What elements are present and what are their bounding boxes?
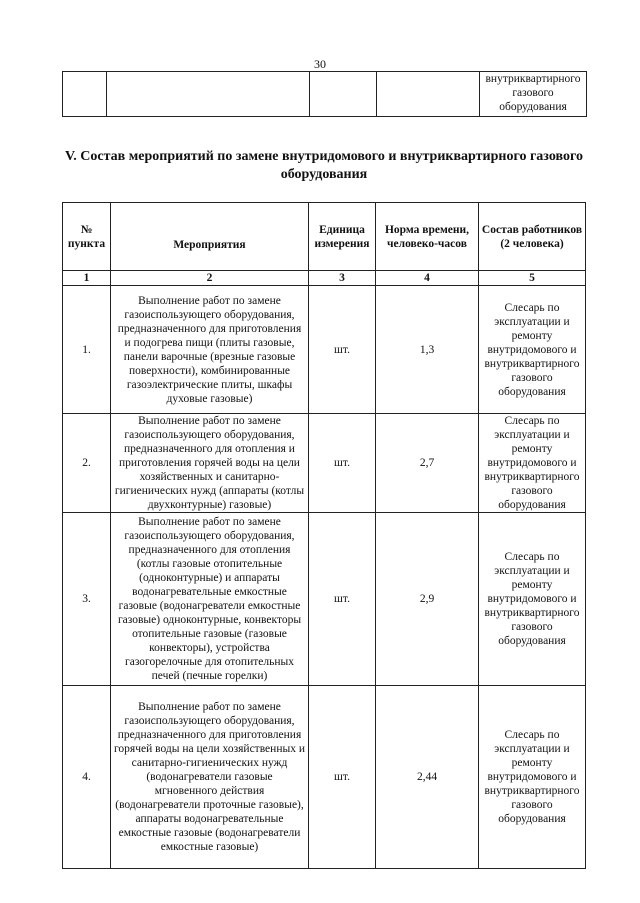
table-row [63,513,586,686]
column-number: 3 [309,271,376,286]
cell-norm [377,72,480,117]
column-number-row [63,271,586,286]
column-number: 5 [479,271,586,286]
table-row [63,286,586,414]
cell-staff: Слесарь по эксплуатации и ремонту внутридомового и внутриквартирного газового оборудования [479,414,586,513]
header-activity: Мероприятия [111,203,309,271]
table-row [63,686,586,869]
cell-staff: Слесарь по эксплуатации и ремонту внутридомового и внутриквартирного газового оборудования [479,686,586,869]
table-row [63,414,586,513]
column-number: 1 [63,271,111,286]
header-num: № пункта [63,203,111,271]
cell-num: 1. [63,286,111,414]
page-number: 30 [314,57,326,71]
cell-unit: шт. [309,686,376,869]
activities-table [62,202,586,869]
cell-num: 2. [63,414,111,513]
cell-staff: Слесарь по эксплуатации и ремонту внутридомового и внутриквартирного газового оборудования [479,513,586,686]
cell-activity [107,72,310,117]
cell-unit [310,72,377,117]
cell-num [63,72,107,117]
header-norm: Норма времени, человеко-часов [376,203,479,271]
cell-norm: 2,44 [376,686,479,869]
cell-activity: Выполнение работ по замене газоиспользующего оборудования, предназначенного для отопления и приготовления горячей воды на цели хозяйственных и санитарно-гигиенических нужд (аппараты (котлы двухконтурные) газовые) [111,414,309,513]
column-number: 4 [376,271,479,286]
header-row [63,203,586,271]
cell-norm: 1,3 [376,286,479,414]
cell-norm: 2,9 [376,513,479,686]
header-unit: Единица измерения [309,203,376,271]
column-number: 2 [111,271,309,286]
cell-unit: шт. [309,286,376,414]
cell-num: 3. [63,513,111,686]
cell-activity: Выполнение работ по замене газоиспользующего оборудования, предназначенного для отопления (котлы газовые отопительные (одноконтурные) и аппараты водонагревательные емкостные газовые (водонагреватели емкостные газовые) одноконтурные, конвекторы отопительные газовые (газовые конвекторы), устройства газогорелочные для отопительных печей (печные горелки) [111,513,309,686]
cell-norm: 2,7 [376,414,479,513]
section-title: V. Состав мероприятий по замене внутридомового и внутриквартирного газового оборудования [65,149,583,182]
cell-unit: шт. [309,513,376,686]
header-staff: Состав работников (2 человека) [479,203,586,271]
cell-unit: шт. [309,414,376,513]
continued-table-fragment [62,71,587,117]
cell-activity: Выполнение работ по замене газоиспользующего оборудования, предназначенного для приготовления горячей воды на цели хозяйственных и санитарно-гигиенических нужд (водонагреватели газовые мгновенного действия (водонагреватели проточные газовые), аппараты водонагревательные емкостные газовые (водонагреватели емкостные газовые) [111,686,309,869]
cell-activity: Выполнение работ по замене газоиспользующего оборудования, предназначенного для приготовления и подогрева пищи (плиты газовые, панели варочные (врезные газовые поверхности), комбинированные газоэлектрические плиты, шкафы духовые газовые) [111,286,309,414]
cell-staff: Слесарь по эксплуатации и ремонту внутридомового и внутриквартирного газового оборудования [479,286,586,414]
cell-num: 4. [63,686,111,869]
cell-staff: внутриквартирного газового оборудования [480,72,587,117]
table-row [63,72,587,117]
